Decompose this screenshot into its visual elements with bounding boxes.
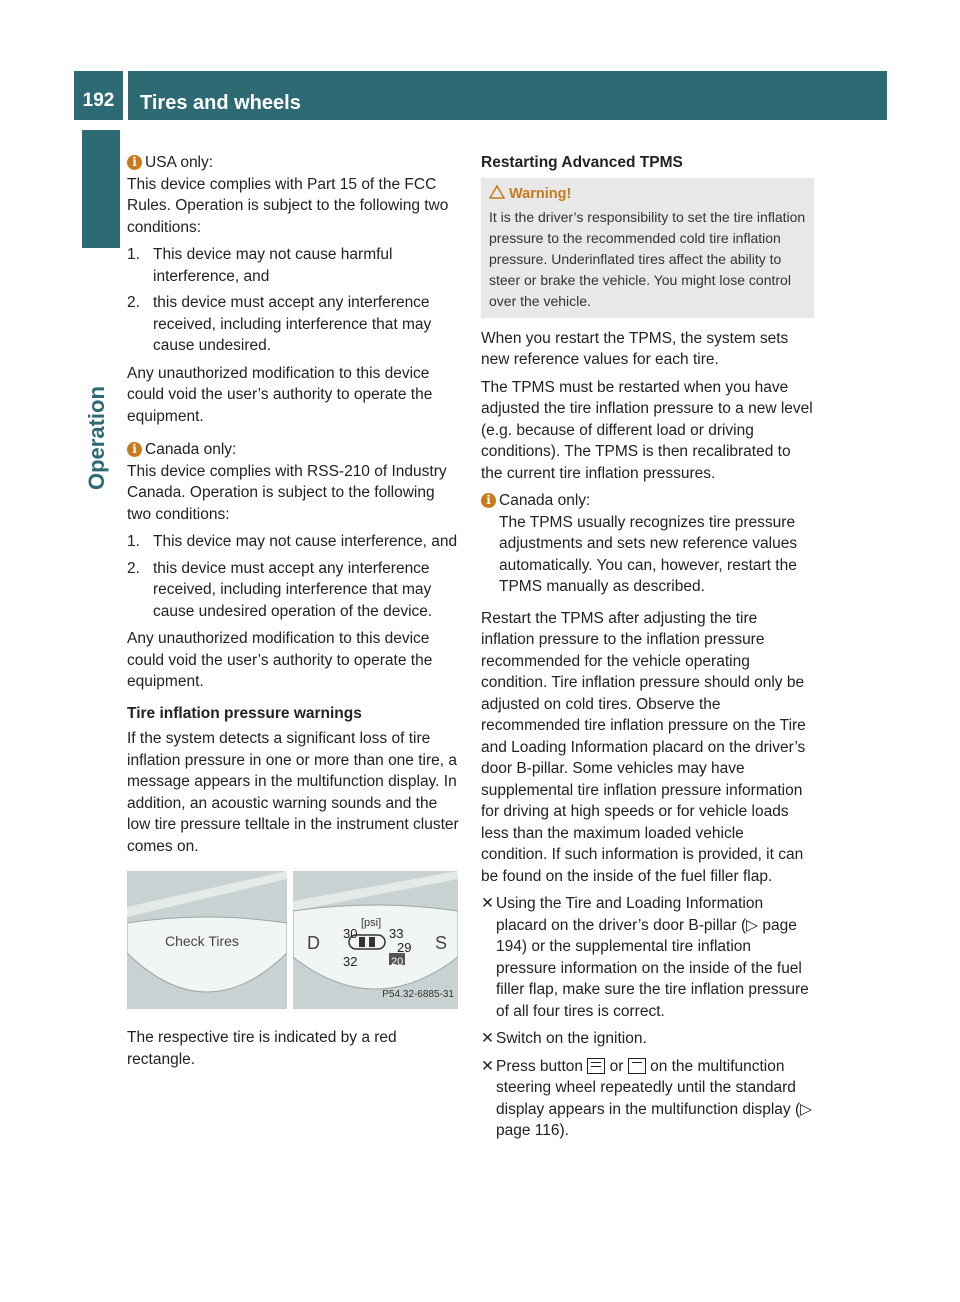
step-ignition: ✕ Switch on the ignition. bbox=[481, 1028, 814, 1050]
warning-triangle-icon bbox=[489, 185, 505, 199]
step-marker-icon: ✕ bbox=[481, 1030, 494, 1047]
unit-label: [psi] bbox=[361, 917, 382, 929]
page-number: 192 bbox=[74, 71, 123, 120]
display-forward-button-icon bbox=[628, 1058, 646, 1074]
step-check-pressure: ✕ Using the Tire and Loading Information placard on the driver’s door B-pillar (▷ page 194) or the supplemental tire inflation pressure information on the inside of the fuel filler flap, make sure the tire inflation pressure of all four tires is correct. bbox=[481, 895, 809, 1020]
pressure-rear-right: 29 bbox=[397, 940, 412, 955]
step-marker-icon: ✕ bbox=[481, 895, 494, 912]
warnings-text: If the system detects a significant loss of tire inflation pressure in one or more than one tire, a message appears in the multifunction display. In addition, an acoustic warning sounds and the low tire pressure telltale in the instrument cluster comes on. bbox=[127, 730, 459, 855]
display-back-button-icon bbox=[587, 1058, 605, 1074]
pressure-front-right: 33 bbox=[389, 926, 404, 941]
canada-note-lead: Canada only: bbox=[145, 441, 237, 458]
info-icon: i bbox=[481, 493, 496, 508]
tire-pressure-display bbox=[293, 871, 458, 1009]
usa-conditions-list bbox=[127, 244, 462, 357]
figure-caption: The respective tire is indicated by a red rectangle. bbox=[127, 1029, 397, 1068]
usa-note-lead: USA only: bbox=[145, 154, 214, 171]
check-tires-display bbox=[127, 871, 287, 1009]
list-item: 1. This device may not cause harmful interference, and bbox=[127, 246, 393, 285]
right-letter: S bbox=[435, 933, 448, 953]
usa-note-outro: Any unauthorized modification to this device could void the user’s authority to operate the equipment. bbox=[127, 364, 433, 425]
canada-note-intro: This device complies with RSS-210 of Industry Canada. Operation is subject to the following two conditions: bbox=[127, 462, 447, 523]
warning-title: Warning! bbox=[509, 185, 572, 202]
right-column bbox=[481, 152, 814, 1148]
pressure-front-left: 30 bbox=[343, 926, 358, 941]
section-title: Tires and wheels bbox=[128, 71, 887, 120]
usa-note-intro: This device complies with Part 15 of the FCC Rules. Operation is subject to the following two conditions: bbox=[127, 175, 449, 236]
restart-p1: When you restart the TPMS, the system sets new reference values for each tire. bbox=[481, 329, 789, 368]
step-marker-icon: ✕ bbox=[481, 1057, 494, 1075]
restart-p2: The TPMS must be restarted when you have adjusted the tire inflation pressure to a new level (e.g. because of different load or driving conditions). The TPMS is then recalibrated to the current tire inflation pressures. bbox=[481, 378, 813, 482]
left-letter: D bbox=[307, 933, 320, 953]
pressure-rear-left: 32 bbox=[343, 954, 358, 969]
warnings-heading: Tire inflation pressure warnings bbox=[127, 704, 362, 722]
canada-tpms-lead: Canada only: bbox=[499, 492, 591, 509]
figure-code: P54.32-6885-31 bbox=[382, 988, 454, 1000]
step-press-button: ✕ Press button or on the multifunction steering wheel repeatedly until the standard display appears in the multifunction display (▷ page 116). bbox=[481, 1057, 813, 1139]
chapter-label: Operation bbox=[84, 386, 109, 490]
check-tires-text: Check Tires bbox=[165, 933, 239, 949]
list-item: 1. This device may not cause interference, and bbox=[127, 533, 458, 550]
info-icon: i bbox=[127, 442, 142, 457]
warning-text: It is the driver’s responsibility to set the tire inflation pressure to the recommended cold tire inflation pressure. Underinflated tires affect the ability to steer or brake the vehicle. You might lose control over the vehicle. bbox=[489, 208, 806, 309]
pressure-flagged: 20 bbox=[391, 956, 404, 968]
left-column bbox=[127, 152, 462, 1076]
usa-note bbox=[127, 152, 462, 427]
canada-note-outro: Any unauthorized modification to this device could void the user’s authority to operate the equipment. bbox=[127, 630, 433, 690]
canada-tpms-text: The TPMS usually recognizes tire pressure adjustments and sets new reference values automatically. You can, however, restart the TPMS manually as described. bbox=[499, 513, 798, 595]
info-icon: i bbox=[127, 155, 142, 170]
canada-note bbox=[127, 439, 462, 693]
restart-heading: Restarting Advanced TPMS bbox=[481, 154, 683, 171]
canada-conditions-list bbox=[127, 531, 462, 622]
list-item: 2. this device must accept any interference received, including interference that may cause undesired operation of the device. bbox=[127, 559, 433, 620]
warning-box bbox=[481, 178, 814, 318]
side-tab bbox=[82, 130, 120, 320]
canada-tpms-note bbox=[481, 490, 814, 598]
restart-p3: Restart the TPMS after adjusting the tire inflation pressure to the inflation pressure recommended for the vehicle operating condition. Tire inflation pressure should only be adjusted on cold tires. Observe the recommended tire inflation pressure on the Tire and Loading Information placard on the driver’s door B-pillar. Some vehicles may have supplemental tire inflation pressure information for driving at high speeds or for vehicle loads less than the maximum loaded vehicle condition. If such information is provided, it can be found on the inside of the fuel filler flap. bbox=[481, 609, 806, 885]
list-item: 2. this device must accept any interference received, including interference that may cause undesired. bbox=[127, 294, 432, 354]
tire-pressure-figure bbox=[127, 871, 458, 1009]
